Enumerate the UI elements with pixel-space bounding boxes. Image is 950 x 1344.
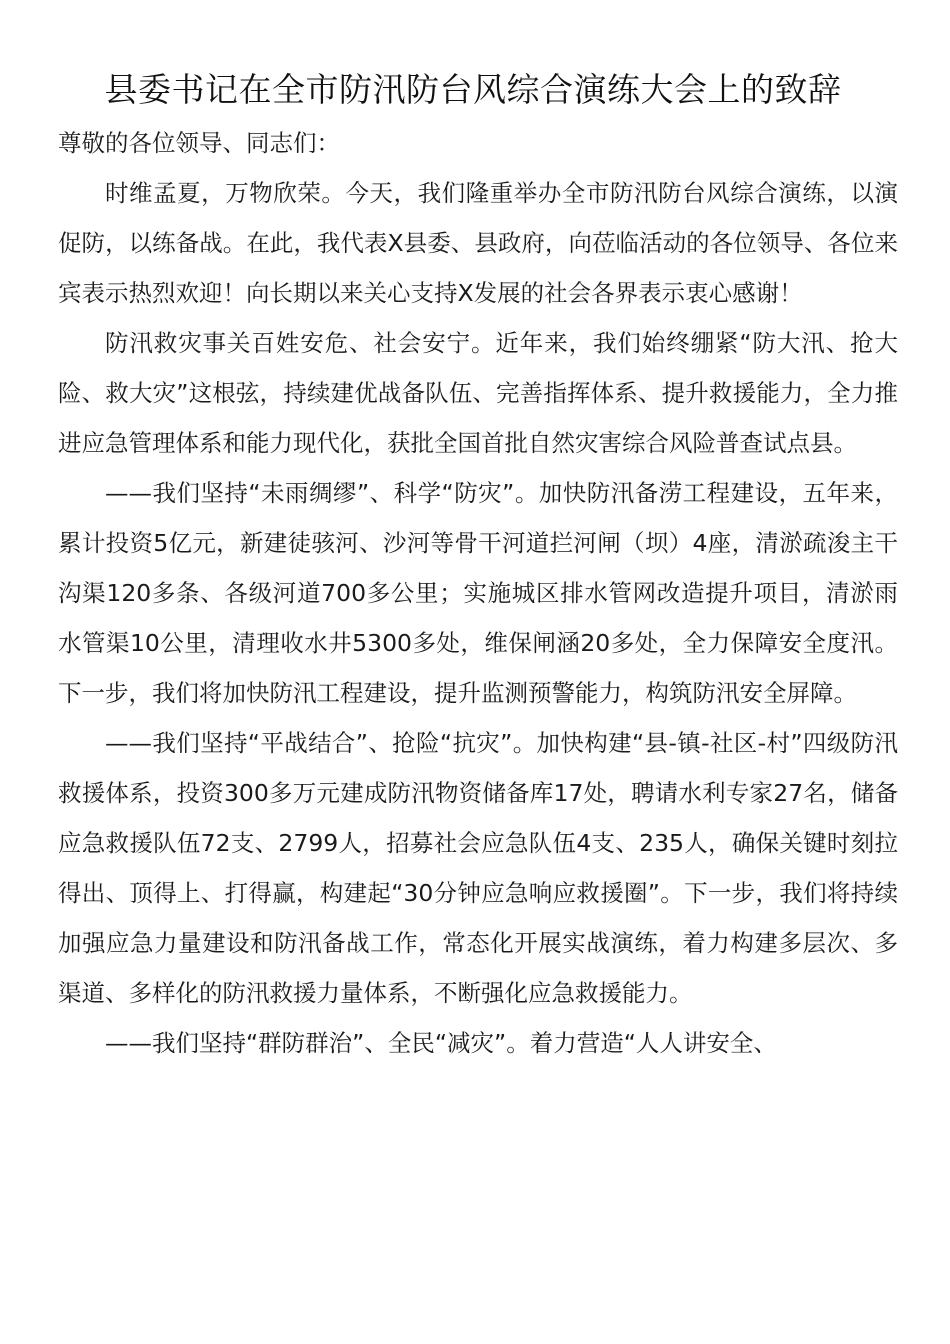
salutation: 尊敬的各位领导、同志们：: [58, 129, 340, 157]
paragraph-opening: 时维孟夏，万物欣荣。今天，我们隆重举办全市防汛防台风综合演练，以演促防，以练备战。在此，我代表X县委、县政府，向莅临活动的各位领导、各位来宾表示热烈欢迎！向长期以来关心支持X发展的社会各界表示衷心感谢！: [58, 179, 898, 307]
document-title: 县委书记在全市防汛防台风综合演练大会上的致辞: [104, 70, 842, 109]
paragraph-rescue-system: ——我们坚持“平战结合”、抢险“抗灾”。加快构建“县-镇-社区-村”四级防汛救援体系，投资300多万元建成防汛物资储备库17处，聘请水利专家27名，储备应急救援队伍72支、2799人，招募社会应急队伍4支、235人，确保关键时刻拉得出、顶得上、打得赢，构建起“30分钟应急响应救援圈”。下一步，我们将持续加强应急力量建设和防汛备战工作，常态化开展实战演练，着力构建多层次、多渠道、多样化的防汛救援力量体系，不断强化应急救援能力。: [58, 729, 898, 1007]
paragraph-mass-prevention: ——我们坚持“群防群治”、全民“减灾”。着力营造“人人讲安全、: [105, 1029, 777, 1057]
paragraph-disaster-prevention: ——我们坚持“未雨绸缪”、科学“防灾”。加快防汛备涝工程建设，五年来，累计投资5亿元，新建徒骇河、沙河等骨干河道拦河闸（坝）4座，清淤疏浚主干沟渠120多条、各级河道700多公里；实施城区排水管网改造提升项目，清淤雨水管渠10公里，清理收水井5300多处，维保闸涵20多处，全力保障安全度汛。下一步，我们将加快防汛工程建设，提升监测预警能力，构筑防汛安全屏障。: [58, 479, 898, 707]
paragraph-overview: 防汛救灾事关百姓安危、社会安宁。近年来，我们始终绷紧“防大汛、抢大险、救大灾”这根弦，持续建优战备队伍、完善指挥体系、提升救援能力，全力推进应急管理体系和能力现代化，获批全国首批自然灾害综合风险普查试点县。: [58, 329, 898, 457]
document-page: [58, 64, 898, 1068]
